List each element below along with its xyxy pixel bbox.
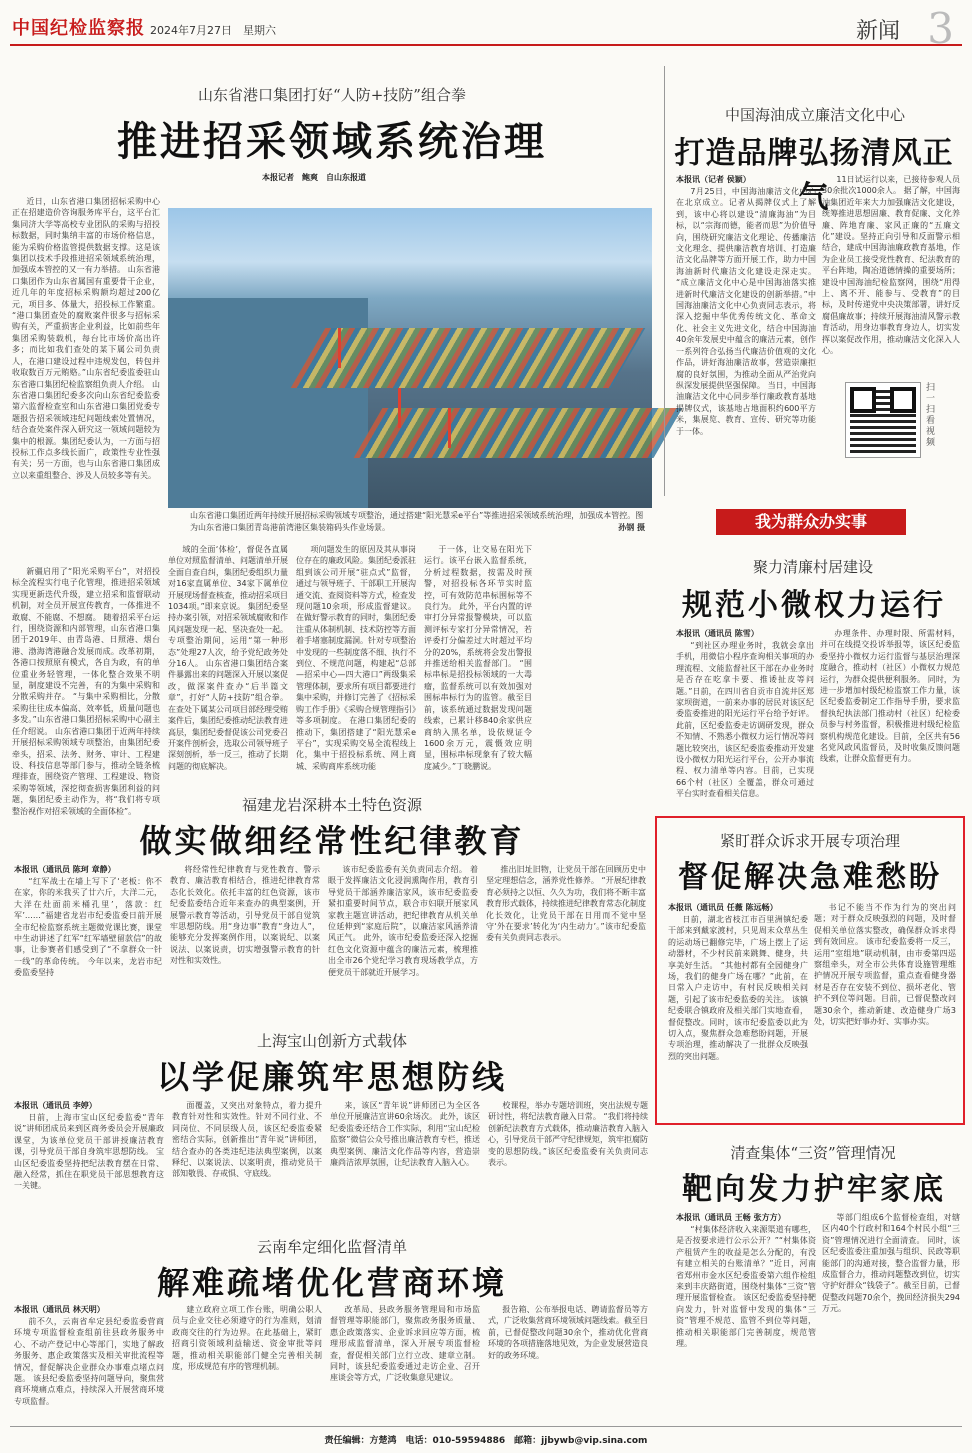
a1-kicker: 山东省港口集团打好“人防+技防”组合拳 xyxy=(198,86,466,104)
a3-headline: 规范小微权力运行 xyxy=(682,588,946,623)
a4-headline: 做实做细经常性纪律教育 xyxy=(139,822,525,860)
a4-kicker: 福建龙岩深耕本土特色资源 xyxy=(241,796,422,814)
a6-column-4: 校课程，举办专题培训班，突出法规专题研讨性，将纪法教育融入日常。 “我们将持续创新纪法教育方式载体，推动廉洁教育入脑入心，引导党员干部严守纪律规矩，筑牢拒腐防变的思想防线。”该区纪委监委有关负责同志表示。 xyxy=(488,1101,648,1168)
a6-kicker: 上海宝山创新方式载体 xyxy=(256,1032,407,1050)
a1-column-2: 新疆启用了“阳光采购平台”，对招投标全流程实行电子化管理，推进招采领域实现更新迭代升级，建立招采和监督联动机制，对全员开展宣传教育，一体推进不敢腐、不能腐、不想腐。 随着招采平台运行，围绕资源和内部管理，山东省港口集团于2019年、由青岛港、日照港、烟台港、渤海湾港融合发展而成。改革初期，各港口按照原有模式，各自为政，有的单位重业务轻管理，一体化整合效果不明显，制度建设不完善，有的为集中采购和分散采购并存。 “与集中采购相比，分散采购往往成本偏高、效率低，质量问题也多发。”山东省港口集团招标采购中心副主任介绍说。 山东省港口集团于近两年持续开展招标采购领域专项整治，由集团纪委牵头，招采、法务、财务、审计、工程建设、科技信息等部门参与，推动全链条梳理排查，围绕资产管理、工程建设、物资采购等领域，深挖彻查损害集团利益的问题，集团纪委主动作为，将“我们将专项整治视作对招采领域的全面体检”。 xyxy=(12,567,160,816)
page-footer: 责任编辑：方楚鸿 电话：010-59594886 邮箱：jjbywb@vip.sina.com xyxy=(10,1426,962,1446)
a4-column-1: “红军战士在墙上写下了‘老板：你不在家，你的米我买了廿六斤，大洋二元，大洋在灶面前米桶孔里’，落款：红军’……”福建省龙岩市纪委监委日前开展全市纪检监察系统主题微党课比赛，课堂中生动讲述了红军“红军墙壁留款信”的故事，让参赛者们感受到了“不拿群众一针一线”的革命传统。 今年以来，龙岩市纪委监委坚持 xyxy=(14,877,162,978)
a6-column-2: 面覆盖，又突出对象特点，着力提升教育针对性和实效性。针对不同行业、不同岗位、不同层级人员，该区纪委监委紧密结合实际，创新推出“青年说”讲师团，结合查办的各类违纪违法典型案例，以案释纪、以案说法、以案明责，推动党员干部知敬畏、存戒惧、守底线。 xyxy=(172,1101,322,1179)
a2-byline: 本报讯（记者 侯颖） xyxy=(676,175,751,184)
a1-column-5: 于一体，让交易在阳光下运行。该平台嵌入监督系统，分析过程数据，按需及时预警，对招投标各环节实时监控，可有效防范串标围标等不良行为。 此外，平台内置的评审打分异常报警模块，可以监测评标专家打分异常情况，若评委打分偏差过大时超过平均分的20%，系统将会发出警报并推送给相关监督部门。 “围标串标是招投标领域的一大毒瘤，监督系统可以有效加强对围标串标行为的监管。截至目前，该系统通过数据发现问题线索，已累计移840余家供应商纳入黑名单，设依规证令1600余万元，震慑效应明显，围标串标现象有了较大幅度减少。”丁晓鹏说。 xyxy=(424,545,532,771)
qr-note: 扫一扫看视频 xyxy=(926,383,936,448)
a8-kicker: 云南牟定细化监督清单 xyxy=(256,1238,407,1256)
a7-headline: 靶向发力护牢家底 xyxy=(682,1172,946,1207)
a8-column-4: 报告箱、公布举报电话、聘请监督员等方式，广泛收集营商环境领域问题线索。截至目前，已督促整改问题30余个，推动优化营商环境的各项措施落地见效，为企业发展营造良好的政务环境。 xyxy=(488,1305,648,1360)
a2-kicker: 中国海油成立廉洁文化中心 xyxy=(724,106,905,124)
a3-column-2: 办理条件、办理时限、所需材料，并可在线提交投诉举报等，该区纪委监委坚持小微权力运行监督与基层治理深度融合，推动村（社区）小微权力规范运行，为群众提供便利服务。 同时，为进一步增加村级纪检监察工作力量，该区纪委监委制定工作指导手册，要求监督执纪执法部门推动村（社区）纪检委员参与村务监督，积极推进村级纪检监察机构规范化建设。目前，全区共有56名党风政风监督员，及时收集反馈问题线索，让群众监督更有力。 xyxy=(820,629,960,764)
a7-column-1: “村集体经济收入来源渠道有哪些，是否按要求进行公示公开？”“村集体资产租赁产生的收益是怎么分配的，有没有建立相关的台账清单？”近日，河南省郑州市金水区纪委监委第六组作检组来到丰庆路街道，围绕村集体“三资”管理开展监督检查。 该区纪委监委坚持靶向发力，针对监督中发现的集体“三资”管理不规范、监管不到位等问题，推动相关职能部门完善制度，规范管理。 xyxy=(676,1225,816,1349)
a2-headline: 打造品牌弘扬清风正气 xyxy=(674,136,954,215)
a5-kicker: 紧盯群众诉求开展专项治理 xyxy=(719,832,900,850)
a8-headline: 解难疏堵优化营商环境 xyxy=(156,1264,507,1302)
photo-caption: 山东省港口集团近两年持续开展招标采购领域专项整治，通过搭建“阳光慧采e平台”等推进招采领域系统治理，加强成本管控。图为山东省港口集团青岛港前湾港区集装箱码头作业场景。 孙钢 摄 xyxy=(190,511,645,532)
a4-byline: 本报讯（通讯员 陈珂 章静） xyxy=(14,865,116,874)
page-number: 3 xyxy=(927,4,954,53)
a7-column-2: 等部门组成6个监督检查组，对辖区内40个行政村和164个村民小组“三资”管理情况进行全面清查。 同时，该区纪委监委注重加强与组织、民政等职能部门的沟通对接，整合监督力量，形成监督合力，推动问题整改到位，切实守护好群众“钱袋子”。截至目前，已督促整改问题70余个，挽回经济损失294万元。 xyxy=(822,1213,960,1314)
a1-column-4: 项问题发生的原因及其从事岗位存在的廉政风险。集团纪委派驻组到该公司开展“驻点式”监督，通过与领导班子、干部职工开展沟通交流、查阅资料等方式，检查发现问题10余项，形成监督建议。 在做好警示教育的同时，集团纪委注重从体制机制、技术防控等方面着手堵塞制度漏洞。针对专项整治中发现的一些制度落不细、执行不到位、不规范问题，构建起“总部—招采中心—四大港口”两级集采管理体制，要求所有项目都要进行集中采购，并修订完善了《招标采购工作手册》《采购合规管理指引》等多项制度。 在港口集团纪委的推动下，集团搭建了“阳光慧采e平台”，实现采购交易全流程线上化，集中于招投标系统、网上商城、采购商库系统功能 xyxy=(296,545,416,771)
a8-byline: 本报讯（通讯员 林天明） xyxy=(14,1305,105,1314)
masthead xyxy=(10,4,962,53)
a8-column-3: 改革局、县政务服务管理局和市场监督管理等职能部门，聚焦政务服务质量、惠企政策落实、企业诉求回应等方面，梳理形成监督清单，深入开展专项监督检查，督促相关部门立行立改、建章立制。同时，该县纪委监委通过走访企业、召开座谈会等方式，广泛收集意见建议。 xyxy=(330,1305,480,1383)
newspaper-logo: 中国纪检监察报 xyxy=(12,18,145,39)
section-title: 新闻 xyxy=(855,19,900,44)
a3-byline: 本报讯（通讯员 陈雪） xyxy=(676,629,759,638)
a7-byline: 本报讯（通讯员 王畅 张方方） xyxy=(676,1213,786,1222)
a7-kicker: 清查集体“三资”管理情况 xyxy=(730,1144,896,1162)
a5-column-1: 日前，湖北省枝江市百里洲镇纪委干部来到戴家渡村，只见周末众草丛生的运动场已翻修完毕，广场上摆上了运动器材，不少村民前来跳舞、健身，共享美好生活。 “其他村都有全园健身广场，我们的健身广场在哪？”此前，在日常入户走访中，有村民反映相关问题，引起了该市纪委监委的关注。 该镇纪委联合镇政府及相关部门实地查看，督促整改。同时，该市纪委监委以此为切入点，聚焦群众急难愁盼问题，开展专项治理，推动解决了一批群众反映强烈的突出问题。 xyxy=(668,915,808,1061)
port-photo xyxy=(168,208,652,508)
a6-column-1: 日前，上海市宝山区纪委监委“青年说”讲师团成员来到区商务委员会开展廉政课堂，为该单位党员干部讲授廉洁教育课，引导党员干部自身筑牢思想防线。 宝山区纪委监委坚持把纪法教育摆在日常、融入经常，抓住在职党员干部思想教育这一关键。 xyxy=(14,1113,164,1191)
a4-column-3: 该市纪委监委有关负责同志介绍。 着眼于发挥廉洁文化浸润熏陶作用，教育引导党员干部涵养廉洁家风，该市纪委监委紧扣重要时间节点，联合市妇联开展家风家教主题宣讲活动，把纪律教育从机关单位延伸到“家庭后院”，以廉洁家风涵养清风正气。 此外，该市纪委监委还深入挖掘红色文化资源中蕴含的廉洁元素，梳理推出全市26个党纪学习教育现场教学点，方便党员干部就近开展学习。 xyxy=(328,865,478,977)
issue-date: 2024年7月27日 星期六 xyxy=(150,24,276,37)
qr-code-icon[interactable] xyxy=(846,383,920,457)
a1-headline: 推进招采领域系统治理 xyxy=(117,118,547,165)
a1-column-1: 近日，山东省港口集团招标采购中心正在招建造价咨询服务库平台，这平台汇集同济大学等高校专业团队的采购与招投标数据，同时集纳丰富的市场价格信息，能为采购价格监管提供数据支撑。这是该集团以技术手段推进招采领域系统治理，加强成本管控的又一有力举措。 山东省港口集团作为山东省属国有重要骨干企业，近几年的年度招标采购额均超过200亿元，项目多、体量大，招投标工作繁重。 “港口集团查处的腐败案件很多与招标采购有关，严重损害企业利益，比如前些年集团采购装载机，每台比市场价高出许多；而比如我们查处的某下属公司负责人，在港口建设过程中违规发包，转包并收取数百万元贿赂。”山东省纪委监委驻山东省港口集团纪检监察组负责人介绍。 山东省港口集团纪委多次向山东省纪委监委第六监督检查室和山东省港口集团党委专题报告招采领域违纪问题线索处置情况，结合查处案件深入研究这一领域问题较为集中的根源。集团纪委认为，一方面与招投标工作点多线长面广，政策性专业性强有关；另一方面，也与山东省港口集团成立以来重组整合、涉及人员较多等有关。 xyxy=(12,197,160,480)
a4-column-2: 将经常性纪律教育与党性教育、警示教育、廉洁教育相结合，推进纪律教育常态化长效化。依托丰富的红色资源，该市纪委监委结合近年来查办的典型案例，开展警示教育等活动，引导党员干部自觉筑牢思想防线。用“身边事”教育“身边人”，能够充分发挥案例作用，以案说纪、以案说法、以案说责，切实增强警示教育的针对性和实效性。 xyxy=(170,865,320,966)
a5-column-2: 书记不能当不作为行为的突出问题；对于群众反映强烈的问题，及时督促相关单位落实整改，确保群众诉求得到有效回应。 该市纪委监委将一反三，运用“室组地”联动机制，由市委第四巡察组牵头，对全市公共体育设施管理维护情况开展专项监督，重点查看健身器材是否存在安装不到位、损坏老化、管护不到位等问题。目前，已督促整改问题30余个，推动新建、改造健身广场3处，切实把好事办好、实事办实。 xyxy=(814,903,956,1027)
a6-headline: 以学促廉筑牢思想防线 xyxy=(156,1058,507,1096)
series-tag: 我为群众办实事 xyxy=(716,509,906,535)
a6-byline: 本报讯（通讯员 李婷） xyxy=(14,1101,97,1110)
a5-byline: 本报讯（通讯员 任薇 陈远畅） xyxy=(668,903,778,912)
a8-column-1: 前不久，云南省牟定县纪委监委营商环境专项监督检查组前往县政务服务中心、不动产登记中心等部门，实地了解政务服务、惠企政策落实及相关审批流程等情况，督促解决企业群众办事难点堵点问题。 该县纪委监委坚持问题导向，聚焦营商环境痛点难点，持续深入开展营商环境专项监督。 xyxy=(14,1317,164,1406)
a1-column-3: 域的全面‘体检’，督促各直属单位对照监督清单、问题清单开展全面自查自纠，集团纪委组织力量对16家直属单位、34家下属单位开展现场督查核查，推动招采项目1034项。”即来京说。 集团纪委坚持办案引领，对招采领域腐败和作风问题发现一起、坚决查处一起。专项整治期间，运用“第一种形态”处理27人次，给予党纪政务处分16人。 山东省港口集团结合案件暴露出来的问题深入开展以案促改，做深案件查办“后半篇文章”，打好“人防+技防”组合拳。 在查处下属某公司项目部经理受贿案件后，集团纪委推动纪法教育进高层，集团纪委督促该公司党委召开案件剖析会，选取公司领导班子深刻剖析，举一反三，推动了长期问题的彻底解决。 xyxy=(168,545,288,771)
a5-headline: 督促解决急难愁盼 xyxy=(678,860,942,895)
a2-column-2: 11日试运行以来，已接待参观人员30余批次1000余人。 据了解，中国海油集团近年来大力加强廉洁文化建设，统筹推进思想固廉、教育促廉、文化养廉、阵地育廉、家风正廉的“五廉文化”建设。坚持正向引导和反面警示相结合，建成中国海油廉政教育基地，作为企业员工接受党性教育、纪法教育的平台阵地，陶冶道德情操的重要场所；建设中国海油纪检监察网，围绕“用得上、离不开、能参与、受教育”的目标，及时传递党中央决策部署，讲好反腐倡廉故事；持续开展海油清风警示教育活动，用身边事教育身边人，切实发挥以案促改作用，推动廉洁文化深入人心。 xyxy=(822,175,960,356)
a1-byline: 本报记者 鲍爽 自山东报道 xyxy=(262,173,366,182)
a6-column-3: 来，该区“青年说”讲师团已为全区各单位开展廉洁宣讲60余场次。 此外，该区纪委监委还结合工作实际，利用“宝山纪检监察”微信公众号推出廉洁教育专栏，推送典型案例、廉洁文化作品等内容，营造崇廉尚洁浓厚氛围，让纪法教育入脑入心。 xyxy=(330,1101,480,1168)
a3-kicker: 聚力清廉村居建设 xyxy=(752,558,873,576)
a3-column-1: “到社区办理业务时，我就会拿出手机，用微信小程序查询相关事项的办理流程、文能监督社区干部在办业务时是否存在吃拿卡要、推诿扯皮等问题。”日前，在四川省自贡市自流井区郑家坝街道，一前来办事的居民对该区纪委监委推进的阳光运行平台给予好评。 此前，区纪委监委走访调研发现，群众不知情、不熟悉小微权力运行情况等问题比较突出，该区纪委监委推动开发建设小微权力阳光运行平台，公开办事流程、权力清单等内容。目前，已实现66个村（社区）全覆盖，群众可通过平台实时查看相关信息。 xyxy=(676,641,814,799)
a2-column-1: 7月25日，中国海油廉洁文化中心在北京成立。记者从揭牌仪式上了解到，该中心将以建设“清廉海油”为目标，以“宗海而德，能者而思”为价值导向，围绕研究廉洁文化理论、传播廉洁文化理念、提供廉洁教育培训、打造廉洁文化品牌等方面开展工作，助力中国海油新时代廉洁文化建设走深走实。 “成立廉洁文化中心是中国海油落实推进新时代廉洁文化建设的创新举措。”中国海油廉洁文化中心负责同志表示，将深入挖掘中华优秀传统文化、革命文化、社会主义先进文化，结合中国海油40余年发展史中蕴含的廉洁元素，创作一系列符合弘扬当代廉洁价值观的文化作品，讲好海油廉洁故事，营造崇廉拒腐的良好氛围，为推动全面从严治党向纵深发展提供坚强保障。 当日，中国海油廉洁文化中心同步举行廉政教育基地揭牌仪式，该基地占地面积约600平方米，集展览、教育、宣传、研究等功能于一体。 xyxy=(676,187,816,436)
a4-column-4: 推出旧址旧物，让党员干部在回顾历史中坚定理想信念，涵养党性修养。 “开展纪律教育必须持之以恒、久久为功，我们将不断丰富教育形式载体，持续推进纪律教育常态化制度化长效化，让党员干部在日用而不觉中坚守‘外在要求’转化为‘内生动力’。”该市纪委监委有关负责同志表示。 xyxy=(486,865,646,943)
a8-column-2: 建立政府立项工作台账，明确公职人员与企业交往必须遵守的行为准则，划清政商交往的行为边界。在此基础上，紧盯招商引资领域利益输送、资金审批等问题，推动相关职能部门健全完善相关制度，形成规范有序的管理机制。 xyxy=(172,1305,322,1372)
